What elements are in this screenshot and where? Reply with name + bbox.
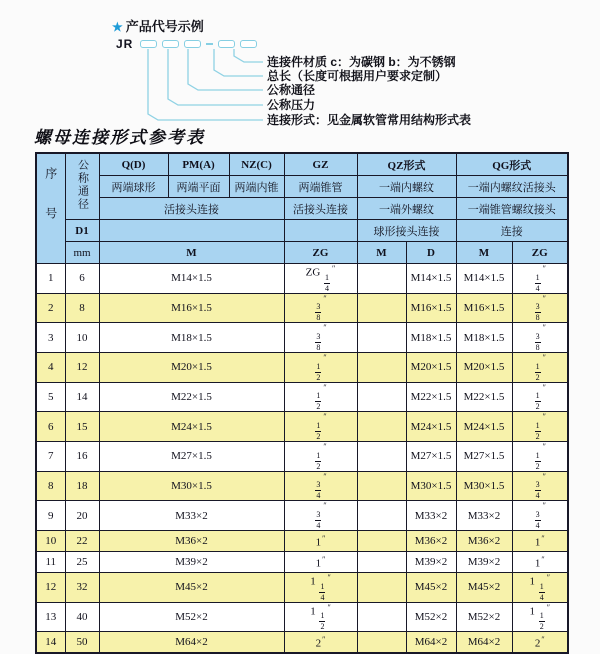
cell-qz_m	[357, 471, 406, 501]
cell-seq: 5	[36, 382, 65, 412]
cell-qz_m	[357, 264, 406, 294]
cell-qz_m	[357, 441, 406, 471]
cell-qz_m	[357, 572, 406, 602]
cell-qg_m: M14×1.5	[456, 264, 512, 294]
cell-qz_d: M27×1.5	[406, 441, 456, 471]
cell-qz_d: M24×1.5	[406, 412, 456, 442]
cell-qz_m	[357, 530, 406, 551]
cell-qg_m: M30×1.5	[456, 471, 512, 501]
cell-seq: 12	[36, 572, 65, 602]
diagram-label-form: 连接形式：见金属软管常用结构形式表	[267, 113, 472, 127]
cell-seq: 3	[36, 323, 65, 353]
cell-m: M24×1.5	[99, 412, 284, 442]
cell-qg_zg: $\frac{1}{4}$ ″	[512, 264, 568, 294]
cell-qz_d: M14×1.5	[406, 264, 456, 294]
header-col-pm: PM(A)	[168, 153, 229, 176]
diagram-label-diameter: 公称通径	[267, 83, 316, 97]
table-row	[36, 572, 568, 602]
cell-qg_zg: $\frac{3}{4}$ ″	[512, 471, 568, 501]
product-code	[116, 37, 262, 50]
header-mm: mm	[65, 242, 99, 264]
cell-qg_zg: $\frac{3}{8}$ ″	[512, 293, 568, 323]
cell-qg_zg: 1″	[512, 551, 568, 572]
cell-m: M14×1.5	[99, 264, 284, 294]
cell-mm: 50	[65, 632, 99, 654]
cell-qg_m: M36×2	[456, 530, 512, 551]
cell-qz_d: M36×2	[406, 530, 456, 551]
header-dn	[65, 153, 99, 220]
cell-qz_m	[357, 501, 406, 531]
diagram-label-length: 总长（长度可根据用户要求定制）	[267, 69, 448, 83]
cell-qz_d: M45×2	[406, 572, 456, 602]
cell-m: M64×2	[99, 632, 284, 654]
cell-m: M52×2	[99, 602, 284, 632]
cell-qz_d: M20×1.5	[406, 352, 456, 382]
cell-mm: 18	[65, 471, 99, 501]
cell-seq: 7	[36, 441, 65, 471]
header-nz-sub: 两端内锥	[229, 176, 284, 198]
header-qz-ext: 一端外螺纹	[357, 198, 456, 220]
cell-qg_m: M27×1.5	[456, 441, 512, 471]
cell-qz_d: M52×2	[406, 602, 456, 632]
header-qg-zg: ZG	[512, 242, 568, 264]
cell-qg_zg: $\frac{3}{8}$ ″	[512, 323, 568, 353]
code-box	[162, 40, 179, 48]
cell-mm: 16	[65, 441, 99, 471]
table-row	[36, 602, 568, 632]
cell-qz_d: M16×1.5	[406, 293, 456, 323]
cell-qg_m: M39×2	[456, 551, 512, 572]
header-qg-sub: 一端内螺纹活接头	[456, 176, 568, 198]
star-icon: ★	[112, 20, 123, 34]
cell-gz: $\frac{1}{2}$ ″	[284, 441, 357, 471]
cell-qg_zg: $\frac{3}{4}$ ″	[512, 501, 568, 531]
cell-qg_zg: $\frac{1}{2}$ ″	[512, 412, 568, 442]
cell-mm: 20	[65, 501, 99, 531]
cell-seq: 13	[36, 602, 65, 632]
cell-m: M30×1.5	[99, 471, 284, 501]
cell-mm: 32	[65, 572, 99, 602]
table-row	[36, 264, 568, 294]
cell-m: M45×2	[99, 572, 284, 602]
cell-qz_m	[357, 632, 406, 654]
table-row	[36, 501, 568, 531]
cell-qz_m	[357, 602, 406, 632]
cell-qg_zg: 2″	[512, 632, 568, 654]
table-row	[36, 471, 568, 501]
header-qg-taper: 一端锥管螺纹接头	[456, 198, 568, 220]
cell-qz_m	[357, 293, 406, 323]
cell-seq: 2	[36, 293, 65, 323]
table-row	[36, 382, 568, 412]
cell-seq: 11	[36, 551, 65, 572]
cell-mm: 8	[65, 293, 99, 323]
cell-qg_zg: 1 $\frac{1}{4}$ ″	[512, 572, 568, 602]
cell-qz_m	[357, 352, 406, 382]
code-prefix: JR	[116, 36, 134, 51]
table-row	[36, 412, 568, 442]
code-box	[184, 40, 201, 48]
cell-m: M27×1.5	[99, 441, 284, 471]
cell-qz_m	[357, 412, 406, 442]
cell-gz: ZG $\frac{1}{4}$ ″	[284, 264, 357, 294]
header-pm-sub: 两端平面	[168, 176, 229, 198]
cell-mm: 25	[65, 551, 99, 572]
cell-seq: 6	[36, 412, 65, 442]
header-qz-ball: 球形接头连接	[357, 220, 456, 242]
cell-mm: 22	[65, 530, 99, 551]
cell-qg_zg: $\frac{1}{2}$ ″	[512, 441, 568, 471]
cell-mm: 12	[65, 352, 99, 382]
cell-qg_m: M45×2	[456, 572, 512, 602]
cell-qz_d: M64×2	[406, 632, 456, 654]
cell-qg_m: M18×1.5	[456, 323, 512, 353]
cell-mm: 10	[65, 323, 99, 353]
cell-m: M16×1.5	[99, 293, 284, 323]
cell-gz: 1″	[284, 551, 357, 572]
cell-qz_m	[357, 323, 406, 353]
cell-qg_m: M22×1.5	[456, 382, 512, 412]
cell-seq: 10	[36, 530, 65, 551]
cell-gz: 1 $\frac{1}{4}$ ″	[284, 572, 357, 602]
code-box	[140, 40, 157, 48]
cell-m: M39×2	[99, 551, 284, 572]
header-qz-m: M	[357, 242, 406, 264]
cell-mm: 6	[65, 264, 99, 294]
cell-mm: 15	[65, 412, 99, 442]
header-col-nz: NZ(C)	[229, 153, 284, 176]
cell-seq: 4	[36, 352, 65, 382]
header-d1: D1	[65, 220, 99, 242]
header-qg-conn: 连接	[456, 220, 568, 242]
cell-qg_zg: $\frac{1}{2}$ ″	[512, 382, 568, 412]
code-box	[218, 40, 235, 48]
cell-qg_zg: 1″	[512, 530, 568, 551]
cell-mm: 14	[65, 382, 99, 412]
cell-qz_d: M39×2	[406, 551, 456, 572]
code-dash	[206, 43, 213, 45]
cell-qg_m: M24×1.5	[456, 412, 512, 442]
cell-m: M36×2	[99, 530, 284, 551]
table-row	[36, 441, 568, 471]
header-seq	[36, 153, 65, 264]
header-m: M	[99, 242, 284, 264]
cell-gz: 1 $\frac{1}{2}$ ″	[284, 602, 357, 632]
cell-qz_d: M33×2	[406, 501, 456, 531]
cell-qz_m	[357, 551, 406, 572]
cell-qg_zg: 1 $\frac{1}{2}$ ″	[512, 602, 568, 632]
code-box	[240, 40, 257, 48]
cell-m: M22×1.5	[99, 382, 284, 412]
diagram-title-text: 产品代号示例	[125, 19, 204, 34]
header-qz-sub: 一端内螺纹	[357, 176, 456, 198]
cell-gz: $\frac{3}{8}$ ″	[284, 323, 357, 353]
cell-gz: $\frac{3}{8}$ ″	[284, 293, 357, 323]
cell-gz: $\frac{1}{2}$ ″	[284, 352, 357, 382]
table-row	[36, 530, 568, 551]
cell-seq: 14	[36, 632, 65, 654]
cell-seq: 1	[36, 264, 65, 294]
table-row	[36, 323, 568, 353]
table-row	[36, 551, 568, 572]
cell-seq: 8	[36, 471, 65, 501]
cell-seq: 9	[36, 501, 65, 531]
cell-gz: $\frac{1}{2}$ ″	[284, 382, 357, 412]
table-title: 螺母连接形式参考表	[34, 128, 205, 147]
header-gz-sub: 两端锥管	[284, 176, 357, 198]
header-col-q: Q(D)	[99, 153, 168, 176]
cell-mm: 40	[65, 602, 99, 632]
header-col-gz: GZ	[284, 153, 357, 176]
cell-qz_d: M18×1.5	[406, 323, 456, 353]
cell-gz: 1″	[284, 530, 357, 551]
cell-m: M33×2	[99, 501, 284, 531]
header-dn-text: 公称通径	[76, 159, 89, 211]
cell-qz_m	[357, 382, 406, 412]
cell-qg_m: M52×2	[456, 602, 512, 632]
cell-qg_m: M64×2	[456, 632, 512, 654]
table-row	[36, 293, 568, 323]
cell-qg_m: M20×1.5	[456, 352, 512, 382]
header-col-qz: QZ形式	[357, 153, 456, 176]
diagram-title	[112, 16, 204, 35]
cell-qz_d: M22×1.5	[406, 382, 456, 412]
header-gz-union: 活接头连接	[284, 198, 357, 220]
table-row	[36, 352, 568, 382]
cell-gz: $\frac{1}{2}$ ″	[284, 412, 357, 442]
header-empty-cell	[99, 220, 284, 242]
cell-qg_m: M33×2	[456, 501, 512, 531]
header-q-sub: 两端球形	[99, 176, 168, 198]
cell-qz_d: M30×1.5	[406, 471, 456, 501]
cell-qg_zg: $\frac{1}{2}$ ″	[512, 352, 568, 382]
header-union-joint: 活接头连接	[99, 198, 284, 220]
cell-qg_m: M16×1.5	[456, 293, 512, 323]
cell-gz: $\frac{3}{4}$ ″	[284, 471, 357, 501]
table-body	[36, 264, 568, 654]
diagram-label-pressure: 公称压力	[267, 98, 316, 112]
header-zg: ZG	[284, 242, 357, 264]
cell-m: M20×1.5	[99, 352, 284, 382]
cell-gz: 2″	[284, 632, 357, 654]
header-qg-m: M	[456, 242, 512, 264]
diagram-label-material: 连接件材质 c：为碳钢 b：为不锈钢	[267, 55, 456, 69]
cell-m: M18×1.5	[99, 323, 284, 353]
header-qz-d: D	[406, 242, 456, 264]
header-seq-text: 序号	[43, 167, 58, 247]
reference-table	[35, 152, 569, 654]
table-row	[36, 632, 568, 654]
header-empty-cell	[284, 220, 357, 242]
table-header	[36, 153, 568, 264]
cell-gz: $\frac{3}{4}$ ″	[284, 501, 357, 531]
header-col-qg: QG形式	[456, 153, 568, 176]
